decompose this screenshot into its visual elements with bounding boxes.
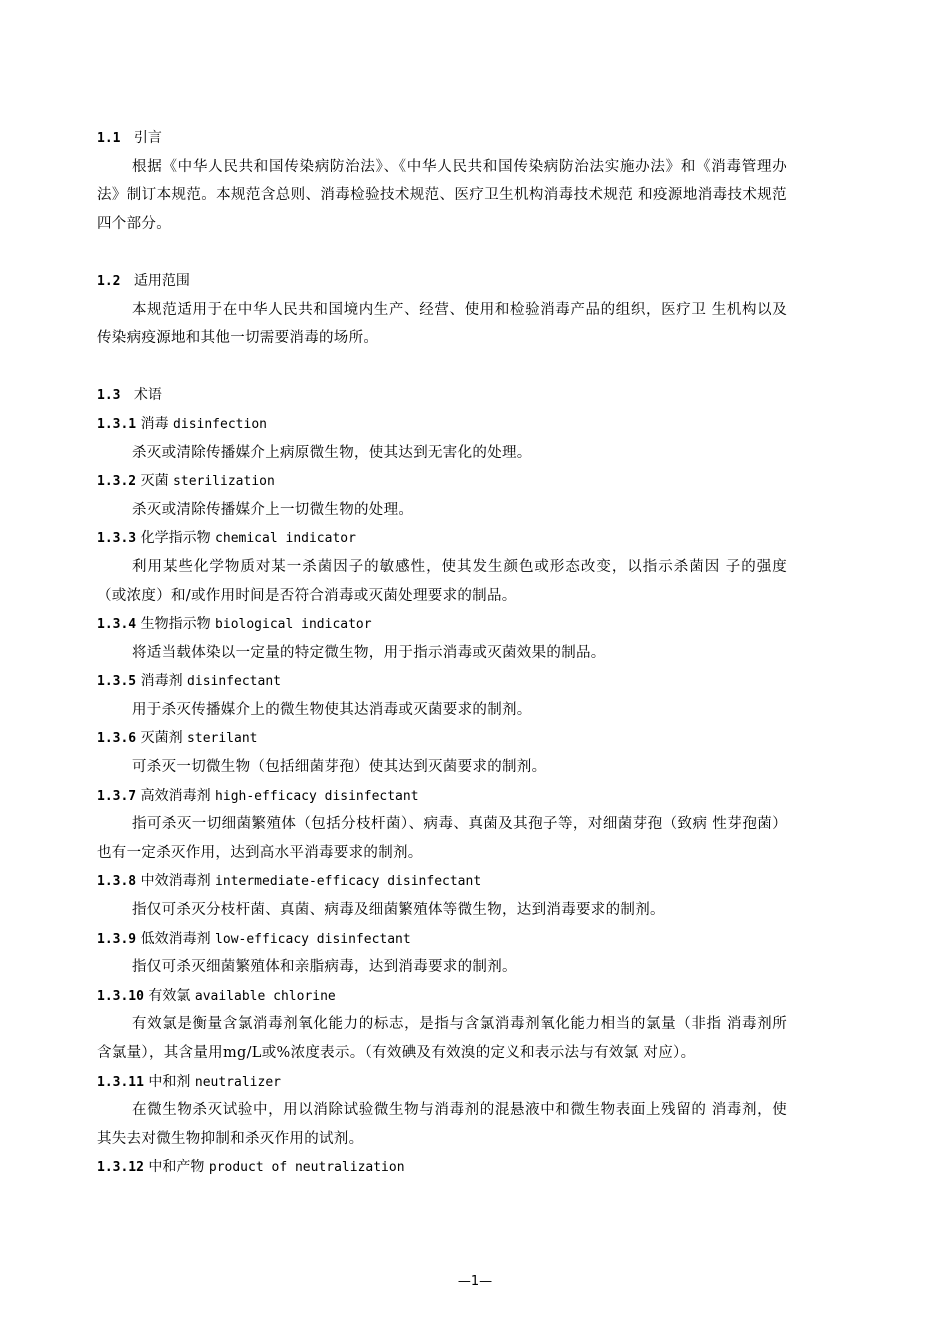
paragraph: 在微生物杀灭试验中，用以消除试验微生物与消毒剂的混悬液中和微生物表面上残留的 消毒剂，使其失去对微生物抑制和杀灭作用的试剂。 (97, 1102, 787, 1147)
section-number: 1.3.9 (97, 931, 137, 947)
section-number: 1.3.7 (97, 788, 137, 804)
section-english-term: available chlorine (194, 988, 336, 1004)
section-title: 生物指示物 (140, 616, 211, 633)
section-number: 1.3.8 (97, 874, 137, 890)
section-heading (97, 410, 787, 439)
section-heading (97, 925, 787, 954)
section-number: 1.3.3 (97, 531, 137, 547)
section-english-term: low-efficacy disinfectant (215, 931, 411, 947)
section-number: 1.3.5 (97, 674, 137, 690)
section-number: 1.3.10 (97, 988, 144, 1004)
section-title: 有效氯 (148, 987, 191, 1004)
section-spacer (97, 353, 787, 382)
section-heading (97, 724, 787, 753)
section-english-term: sterilization (173, 474, 275, 490)
section-heading (97, 1068, 787, 1097)
section-number: 1.1 (97, 131, 121, 146)
section-english-term: intermediate-efficacy disinfectant (215, 874, 482, 890)
section-title: 中效消毒剂 (140, 873, 211, 890)
paragraph: 根据《中华人民共和国传染病防治法》、《中华人民共和国传染病防治法实施办法》和《消毒管理办法》制订本规范。本规范含总则、消毒检验技术规范、医疗卫生机构消毒技术规范 和疫源地消毒技术规范四个部分。 (97, 158, 787, 232)
document-body (97, 124, 787, 1182)
section-heading (97, 381, 787, 410)
section-english-term: disinfectant (187, 674, 281, 690)
section-heading (97, 1153, 787, 1182)
section-english-term: product of neutralization (208, 1160, 405, 1176)
paragraph: 将适当载体染以一定量的特定微生物，用于指示消毒或灭菌效果的制品。 (132, 644, 606, 661)
section-title: 低效消毒剂 (140, 930, 211, 947)
section-number: 1.3.1 (97, 416, 137, 432)
paragraph: 利用某些化学物质对某一杀菌因子的敏感性，使其发生颜色或形态改变，以指示杀菌因 子的强度（或浓度）和/或作用时间是否符合消毒或灭菌处理要求的制品。 (97, 558, 787, 604)
section-title: 高效消毒剂 (140, 787, 211, 804)
section-title: 适用范围 (133, 272, 190, 289)
paragraph: 有效氯是衡量含氯消毒剂氧化能力的标志，是指与含氯消毒剂氧化能力相当的氯量（非指 消毒剂所含氯量），其含量用mg/L或%浓度表示。（有效碘及有效溴的定义和表示法与有效氯 对应）。 (97, 1016, 787, 1061)
paragraph: 用于杀灭传播媒介上的微生物使其达消毒或灭菌要求的制剂。 (132, 701, 532, 718)
section-english-term: sterilant (187, 731, 258, 747)
section-title: 术语 (133, 387, 162, 404)
section-number: 1.3 (97, 388, 121, 404)
section-title: 消毒 (140, 415, 169, 432)
section-title: 灭菌剂 (140, 730, 183, 747)
paragraph: 指可杀灭一切细菌繁殖体（包括分枝杆菌）、病毒、真菌及其孢子等，对细菌芽孢（致病 性芽孢菌）也有一定杀灭作用，达到高水平消毒要求的制剂。 (97, 816, 787, 861)
section-title: 中和剂 (148, 1073, 191, 1090)
section-number: 1.3.2 (97, 474, 137, 490)
section-heading (97, 667, 787, 696)
section-heading (97, 524, 787, 553)
section-heading (97, 610, 787, 639)
paragraph: 可杀灭一切微生物（包括细菌芽孢）使其达到灭菌要求的制剂。 (132, 759, 547, 776)
section-number: 1.3.6 (97, 731, 137, 747)
page-number: —1— (457, 1274, 493, 1289)
section-spacer (97, 238, 787, 267)
paragraph: 指仅可杀灭分枝杆菌、真菌、病毒及细菌繁殖体等微生物，达到消毒要求的制剂。 (132, 902, 665, 919)
section-english-term: high-efficacy disinfectant (215, 788, 419, 804)
section-heading (97, 867, 787, 896)
section-title: 化学指示物 (140, 530, 211, 547)
section-number: 1.3.4 (97, 617, 137, 633)
section-heading (97, 982, 787, 1011)
section-number: 1.3.11 (97, 1074, 144, 1090)
section-title: 中和产物 (148, 1159, 205, 1176)
paragraph: 杀灭或清除传播媒介上病原微生物，使其达到无害化的处理。 (132, 444, 532, 461)
section-number: 1.3.12 (97, 1160, 144, 1176)
section-heading (97, 782, 787, 811)
section-english-term: disinfection (173, 416, 267, 432)
section-title: 灭菌 (140, 473, 169, 490)
section-english-term: neutralizer (194, 1074, 281, 1090)
paragraph: 杀灭或清除传播媒介上一切微生物的处理。 (132, 501, 414, 518)
section-number: 1.2 (97, 273, 121, 289)
section-heading (97, 467, 787, 496)
paragraph: 本规范适用于在中华人民共和国境内生产、经营、使用和检验消毒产品的组织，医疗卫 生机构以及传染病疫源地和其他一切需要消毒的场所。 (97, 301, 787, 347)
section-english-term: chemical indicator (215, 531, 356, 547)
paragraph: 指仅可杀灭细菌繁殖体和亲脂病毒，达到消毒要求的制剂。 (132, 959, 517, 976)
section-heading (97, 124, 787, 153)
section-title: 引言 (133, 130, 162, 146)
section-title: 消毒剂 (140, 673, 183, 690)
section-heading (97, 267, 787, 296)
section-english-term: biological indicator (215, 617, 372, 633)
